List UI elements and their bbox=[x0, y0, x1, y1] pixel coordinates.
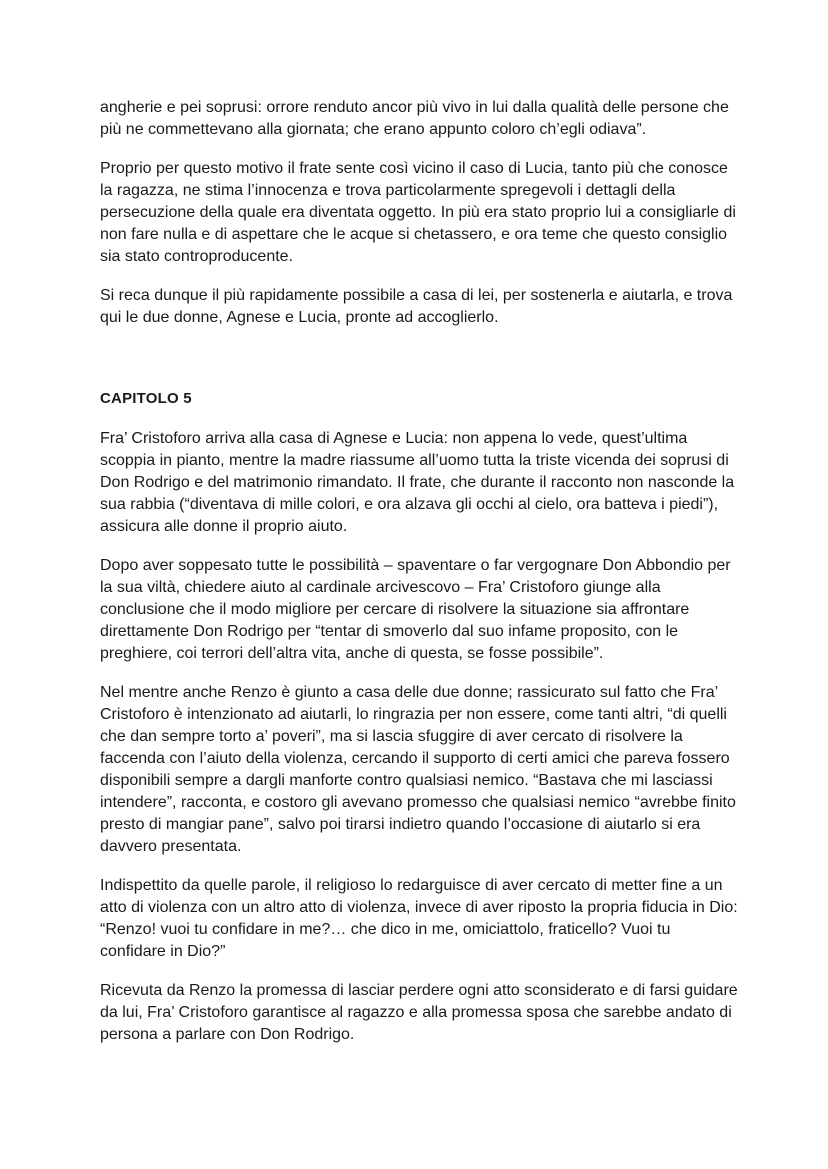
intro-paragraph-2: Proprio per questo motivo il frate sente così vicino il caso di Lucia, tanto più che conosce la ragazza, ne stima l’innocenza e trova particolarmente spregevoli i dettagli della persecuzione della quale era diventata oggetto. In più era stato proprio lui a consigliarle di non fare nulla e di aspettare che le acque si chetassero, e ora teme che questo consiglio sia stato controproducente. bbox=[100, 160, 736, 265]
chapter-paragraph-3: Nel mentre anche Renzo è giunto a casa delle due donne; rassicurato sul fatto che Fra’ Cristoforo è intenzionato ad aiutarli, lo ringrazia per non essere, come tanti altri, “di quelli che dan sempre torto a’ poveri”, ma si lascia sfuggire di aver cercato di risolvere la faccenda con l’aiuto della violenza, cercando il supporto di certi amici che pareva fossero disponibili sempre a dargli manforte contro qualsiasi nemico. “Bastava che mi lasciassi intendere”, racconta, e costoro gli avevano promesso che qualsiasi nemico “avrebbe finito presto di mangiar pane”, salvo poi tirarsi indietro quando l’occasione di aiutarlo si era davvero presentata. bbox=[100, 684, 736, 855]
section-spacer bbox=[100, 346, 740, 388]
chapter-paragraph-1: Fra’ Cristoforo arriva alla casa di Agnese e Lucia: non appena lo vede, quest’ultima scoppia in pianto, mentre la madre riassume all’uomo tutta la triste vicenda dei soprusi di Don Rodrigo e del matrimonio rimandato. Il frate, che durante il racconto non nasconde la sua rabbia (“diventava di mille colori, e ora alzava gli occhi al cielo, ora batteva i piedi”), assicura alle donne il proprio aiuto. bbox=[100, 430, 735, 535]
intro-paragraph-3: Si reca dunque il più rapidamente possibile a casa di lei, per sostenerla e aiutarla, e trova qui le due donne, Agnese e Lucia, pronte ad accoglierlo. bbox=[100, 287, 733, 326]
document-page bbox=[100, 97, 740, 1063]
intro-paragraph-1: angherie e pei soprusi: orrore renduto ancor più vivo in lui dalla qualità delle persone che più ne commettevano alla giornata; che erano appunto coloro ch’egli odiava”. bbox=[100, 99, 729, 138]
chapter-paragraph-4: Indispettito da quelle parole, il religioso lo redarguisce di aver cercato di metter fine a un atto di violenza con un altro atto di violenza, invece di aver riposto la propria fiducia in Dio: “Renzo! vuoi tu confidare in me?… che dico in me, omiciattolo, fraticello? Vuoi tu confidare in Dio?” bbox=[100, 877, 738, 960]
chapter-paragraph-5: Ricevuta da Renzo la promessa di lasciar perdere ogni atto sconsiderato e di farsi guidare da lui, Fra’ Cristoforo garantisce al ragazzo e alla promessa sposa che sarebbe andato di persona a parlare con Don Rodrigo. bbox=[100, 982, 738, 1043]
chapter-paragraph-2: Dopo aver soppesato tutte le possibilità – spaventare o far vergognare Don Abbondio per la sua viltà, chiedere aiuto al cardinale arcivescovo – Fra’ Cristoforo giunge alla conclusione che il modo migliore per cercare di risolvere la situazione sia affrontare direttamente Don Rodrigo per “tentar di smoverlo dal suo infame proposito, con le preghiere, coi terrori dell’altra vita, anche di questa, se fosse possibile”. bbox=[100, 557, 731, 662]
chapter-heading: CAPITOLO 5 bbox=[100, 390, 192, 407]
